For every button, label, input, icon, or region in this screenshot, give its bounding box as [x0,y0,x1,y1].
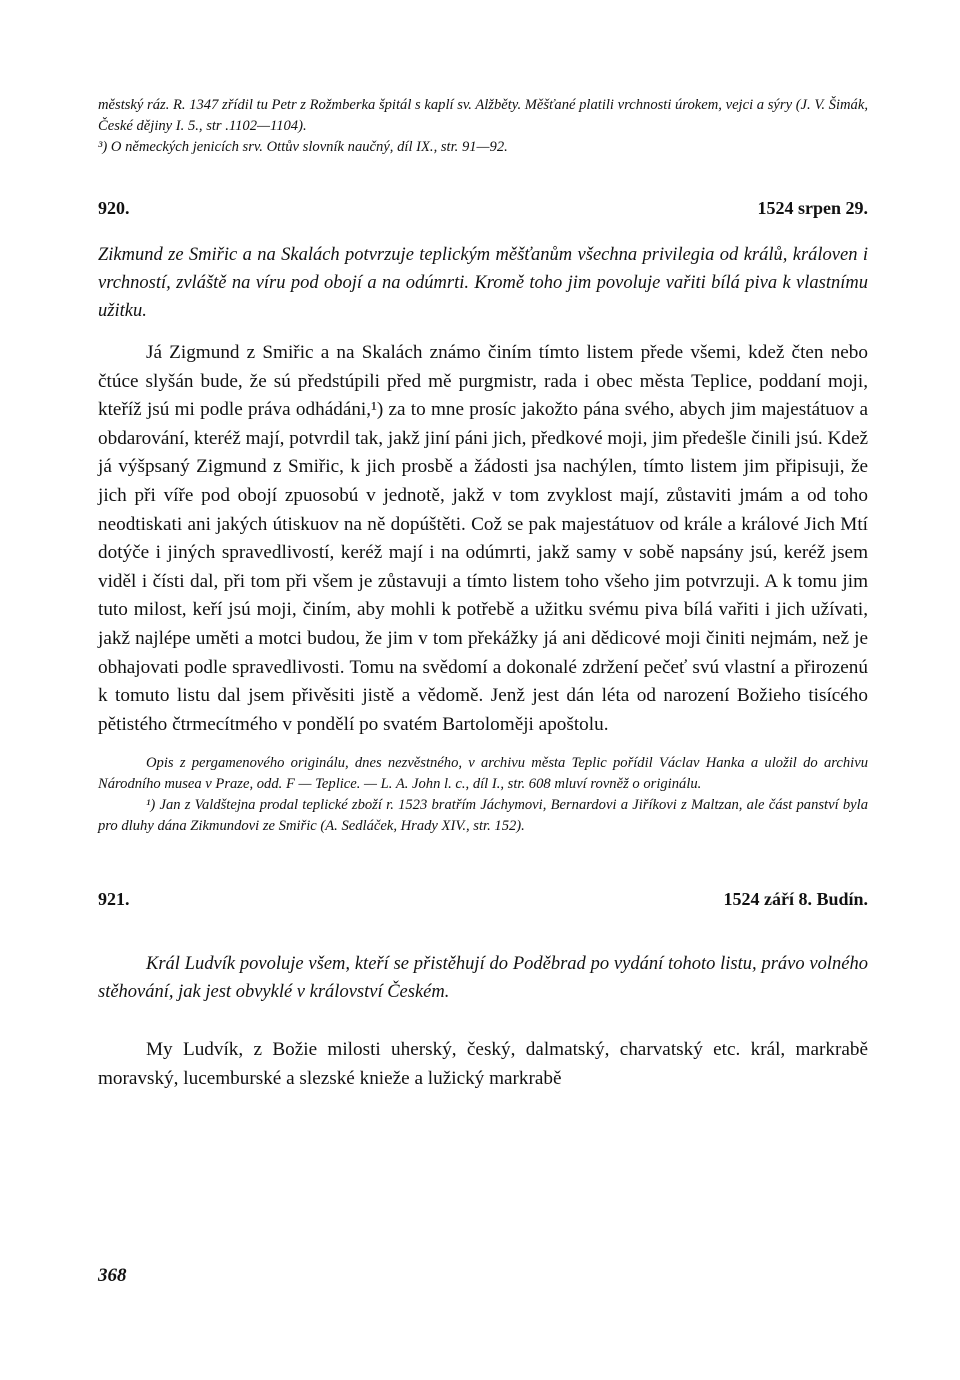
footnote-1: ¹) Jan z Valdštejna prodal teplické zboží r. 1523 bratřím Jáchymovi, Bernardovi a Jiříkovi z Maltzan, ale část panství byla pro dluhy dána Zikmundovi ze Smiřic (A. Sedláček, Hrady XIV., str. 152). [98,797,868,835]
entry-920-heading [98,198,868,219]
entry-date: 1524 srpen 29. [757,198,868,218]
entry-920-regest: Zikmund ze Smiřic a na Skalách potvrzuje teplickým měšťanům všechna privilegia od králů, královen i vrchností, zvláště na víru pod obojí a na odúmrti. Kromě toho jim povoluje vařiti bílá piva k vlastnímu užitku. [98,245,868,321]
source-note: Opis z pergamenového originálu, dnes nezvěstného, v archivu města Teplic pořídil Václav Hanka a uložil do archivu Národního musea v Praze, odd. F — Teplice. — L. A. John l. c., díl I., str. 608 mluví rovněž o originálu. [98,755,868,793]
page-content [98,95,868,1094]
entry-number: 920. [98,198,130,218]
footnote-continuation: městský ráz. R. 1347 zřídil tu Petr z Rožmberka špitál s kaplí sv. Alžběty. Měšťané platili vrchnosti úrokem, vejci a sýry (J. V. Šimák, České dějiny I. 5., str .1102—1104). [98,97,868,134]
top-footnotes [98,95,868,158]
footnote-3: ³) O německých jenicích srv. Ottův slovník naučný, díl IX., str. 91—92. [98,139,508,155]
entry-921-regest: Král Ludvík povoluje všem, kteří se přistěhují do Poděbrad po vydání tohoto listu, právo volného stěhování, jak jest obvyklé v království Českém. [98,954,868,1003]
entry-920-text: Já Zigmund z Smiřic a na Skalách známo činím tímto listem přede všemi, kdež čten nebo čtúce slyšán bude, že sú předstúpili před mě purgmistr, rada i obec města Teplice, poddaní moji, kteříž jsú mi podle práva odhádáni,¹) za to mne prosíc jakožto pána svého, abych jim majestátuov a obdarování, kteréž mají, potvrdil tak, jakž jiní páni jich, předkové moji, jim předešle činili jsú. Kdež já výšpsaný Zigmund z Smiřic, k jich prosbě a žádosti jsa nachýlen, tímto listem jim připisuji, že jich při víře pod obojí zpuosobú v jednotě, jakž v tom zvyklost mají, zůstaviti jmám a od toho neodtiskati ani jakých útiskuov na ně dopúštěti. Což se pak majestátuov od krále a králové Jich Mtí dotýče i jiných spravedlivostí, keréž mají i na odúmrti, jakž samy v sobě napsány jsú, keréž jsem viděl i čísti dal, při tom při všem je zůstavuji a tímto listem toho všeho jim potvrzuji. A k tomu jim tuto milost, keří jsú moji, činím, aby mohli k potřebě a užitku svému piva bílá vařiti i jich užívati, jakž najlépe uměti a motci budou, že jim v tom překážky já ani dědicové moji činiti nejmám, než je obhajovati podle spravedlivosti. Tomu na svědomí a dokonalé zdržení pečeť svú vlastní a přirozenú k tomuto listu dal jsem přivěsiti jistě a vědomě. Jenž jest dán léta od narození Božieho tisícého pětistého čtrmecítmého v pondělí po svatém Bartoloměji apoštolu. [98,342,868,735]
entry-921-text: My Ludvík, z Božie milosti uherský, český, dalmatský, charvatský etc. král, markrabě moravský, lucemburské a slezské knieže a lužický markrabě [98,1039,868,1089]
entry-920-notes [98,753,868,837]
entry-921-heading [98,889,868,910]
entry-number: 921. [98,889,130,910]
entry-date: 1524 září 8. Budín. [723,889,868,910]
page-number: 368 [98,1265,127,1286]
